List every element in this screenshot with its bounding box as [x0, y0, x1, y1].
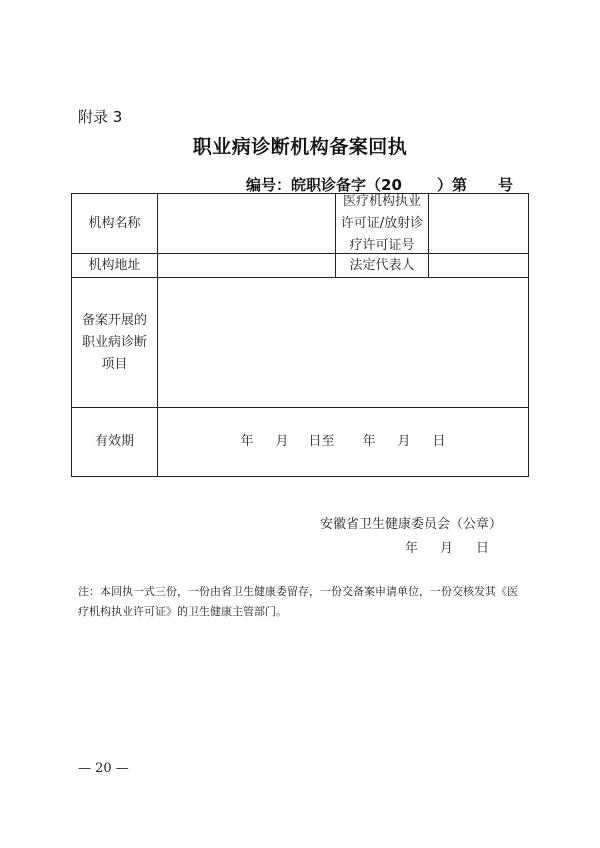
diagnosis-projects-label: 备案开展的职业病诊断项目	[82, 312, 148, 372]
validity-day-2: 日	[432, 434, 446, 449]
institution-address-field[interactable]	[158, 254, 335, 277]
license-number-label: 医疗机构执业许可证/放射诊疗许可证号	[340, 193, 424, 253]
signature-date-year: 年	[405, 541, 419, 556]
validity-month-2: 月	[397, 434, 411, 449]
validity-year-1: 年	[240, 434, 254, 449]
license-number-field[interactable]	[429, 194, 528, 253]
diagnosis-projects-field[interactable]	[158, 278, 528, 407]
institution-name-label: 机构名称	[88, 215, 141, 231]
issuing-authority: 安徽省卫生健康委员会（公章）	[320, 517, 503, 532]
page-number: — 20 —	[78, 761, 129, 776]
signature-date-month: 月	[440, 541, 454, 556]
institution-name-field[interactable]	[158, 194, 335, 253]
validity-period-label: 有效期	[94, 434, 134, 449]
reference-close-paren: ）第	[437, 176, 468, 194]
validity-year-2: 年	[362, 434, 376, 449]
validity-period-field[interactable]	[158, 408, 528, 476]
reference-number-label: 编号：皖职诊备字（20	[246, 176, 402, 194]
validity-month-1: 月	[275, 434, 289, 449]
appendix-label: 附录 3	[78, 108, 123, 126]
footnote: 注：本回执一式三份，一份由省卫生健康委留存，一份交备案申请单位，一份交核发其《医疗机构执业许可证》的卫生健康主管部门。	[78, 585, 518, 618]
document-title: 职业病诊断机构备案回执	[192, 136, 408, 158]
legal-representative-label: 法定代表人	[349, 257, 415, 273]
signature-date-day: 日	[476, 541, 490, 556]
validity-day-to: 日至	[308, 434, 335, 449]
registration-form-table	[71, 193, 529, 477]
legal-representative-field[interactable]	[429, 254, 528, 277]
institution-address-label: 机构地址	[88, 257, 141, 273]
reference-number-suffix: 号	[498, 176, 514, 194]
